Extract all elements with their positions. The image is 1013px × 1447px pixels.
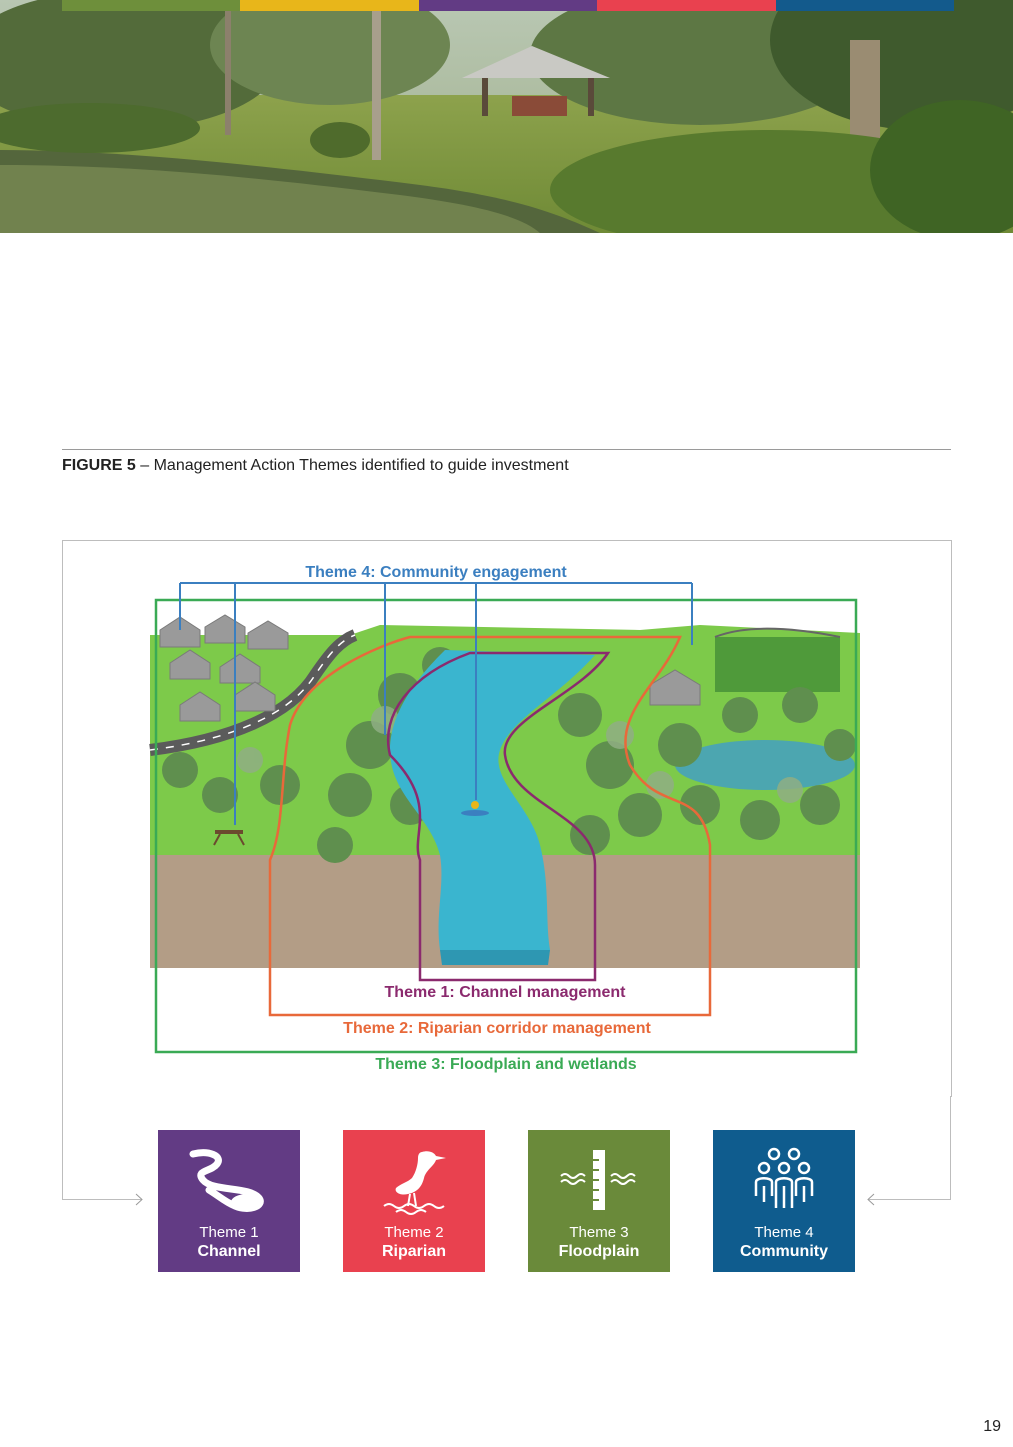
caption-rule (62, 449, 951, 450)
tile-line2: Channel (197, 1243, 261, 1260)
tile-line2: Floodplain (558, 1243, 640, 1260)
tile-line2: Community (740, 1243, 828, 1260)
figure-label: FIGURE 5 (62, 457, 136, 474)
tile-line2: Riparian (381, 1243, 446, 1260)
theme-tile-riparian (343, 1130, 485, 1272)
heron-icon (374, 1146, 454, 1216)
color-bar-segment (419, 0, 597, 11)
tile-line1: Theme 3 (569, 1224, 629, 1241)
theme3-label: Theme 3: Floodplain and wetlands (375, 1056, 637, 1073)
color-bar-segment (240, 0, 418, 11)
figure-caption (62, 457, 569, 475)
management-themes-diagram (140, 555, 870, 1085)
theme2-label: Theme 2: Riparian corridor management (343, 1020, 651, 1037)
color-bar-segment (776, 0, 954, 11)
color-bar-segment (597, 0, 775, 11)
hero-photo (0, 0, 1013, 233)
theme-tile-community (713, 1130, 855, 1272)
page-number: 19 (983, 1418, 1001, 1435)
theme4-label: Theme 4: Community engagement (305, 564, 567, 581)
connector-arrows (0, 1090, 1013, 1210)
theme-tile-channel (158, 1130, 300, 1272)
color-bar-segment (62, 0, 240, 11)
people-icon (744, 1146, 824, 1216)
tile-line1: Theme 1 (199, 1224, 259, 1241)
header-color-bar (62, 0, 954, 11)
theme-tile-floodplain (528, 1130, 670, 1272)
flood-gauge-icon (559, 1146, 639, 1216)
figure-caption-text: – Management Action Themes identified to guide investment (135, 457, 569, 474)
tile-line1: Theme 4 (754, 1224, 814, 1241)
theme1-label: Theme 1: Channel management (384, 984, 626, 1001)
tile-line1: Theme 2 (384, 1224, 444, 1241)
river-icon (189, 1146, 269, 1216)
